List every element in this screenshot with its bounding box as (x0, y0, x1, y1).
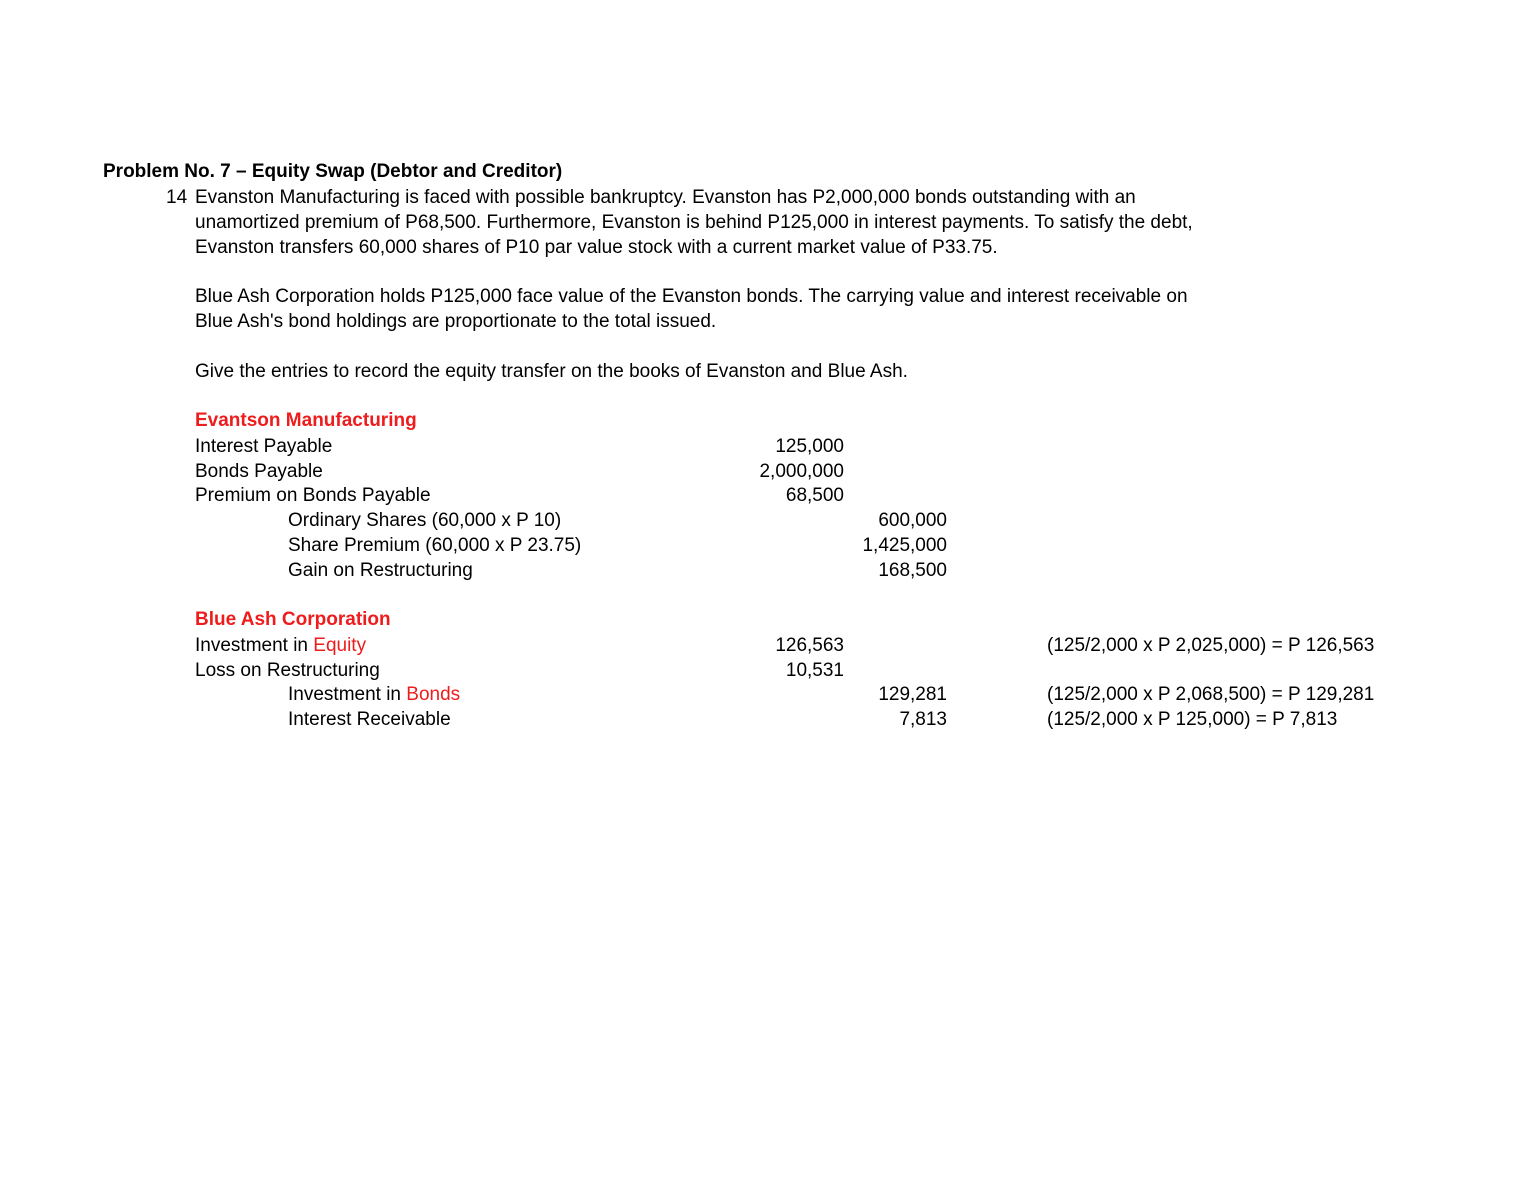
computation-note: (125/2,000 x P 2,068,500) = P 129,281 (1047, 684, 1375, 705)
debit-amount: 2,000,000 (759, 461, 844, 482)
debit-amount: 125,000 (775, 436, 844, 457)
blueash-heading: Blue Ash Corporation (195, 609, 391, 630)
journal-account (195, 634, 366, 658)
computation-note: (125/2,000 x P 125,000) = P 7,813 (1047, 709, 1338, 730)
credit-amount: 168,500 (878, 560, 947, 581)
journal-account (288, 683, 460, 707)
account-highlight: Equity (313, 635, 367, 656)
computation-note: (125/2,000 x P 2,025,000) = P 126,563 (1047, 635, 1375, 656)
evanston-heading: Evantson Manufacturing (195, 410, 417, 431)
problem-number: 14 (166, 187, 188, 208)
account-prefix: Investment in (288, 684, 407, 705)
journal-account: Interest Payable (195, 436, 333, 457)
account-highlight: Bonds (406, 684, 461, 705)
journal-account: Ordinary Shares (60,000 x P 10) (288, 510, 562, 531)
paragraph-line: unamortized premium of P68,500. Furthermore, Evanston is behind P125,000 in interest payments. To satisfy the debt, (195, 212, 1193, 233)
journal-account: Gain on Restructuring (288, 560, 473, 581)
instruction-text: Give the entries to record the equity transfer on the books of Evanston and Blue Ash. (195, 361, 908, 382)
debit-amount: 10,531 (785, 660, 844, 681)
credit-amount: 1,425,000 (862, 535, 947, 556)
journal-account: Interest Receivable (288, 709, 451, 730)
debit-amount: 126,563 (775, 635, 844, 656)
paragraph-line: Blue Ash's bond holdings are proportionate to the total issued. (195, 311, 717, 332)
credit-amount: 7,813 (899, 709, 947, 730)
paragraph-line: Evanston transfers 60,000 shares of P10 par value stock with a current market value of P33.75. (195, 237, 998, 258)
credit-amount: 129,281 (878, 684, 947, 705)
paragraph-line: Blue Ash Corporation holds P125,000 face value of the Evanston bonds. The carrying value and interest receivable on (195, 286, 1188, 307)
account-prefix: Investment in (195, 635, 314, 656)
journal-account: Loss on Restructuring (195, 660, 380, 681)
journal-account: Premium on Bonds Payable (195, 485, 431, 506)
paragraph-line: Evanston Manufacturing is faced with possible bankruptcy. Evanston has P2,000,000 bonds outstanding with an (195, 187, 1136, 208)
journal-account: Bonds Payable (195, 461, 323, 482)
journal-account: Share Premium (60,000 x P 23.75) (288, 535, 582, 556)
credit-amount: 600,000 (878, 510, 947, 531)
problem-title: Problem No. 7 – Equity Swap (Debtor and Creditor) (103, 161, 563, 182)
debit-amount: 68,500 (785, 485, 844, 506)
